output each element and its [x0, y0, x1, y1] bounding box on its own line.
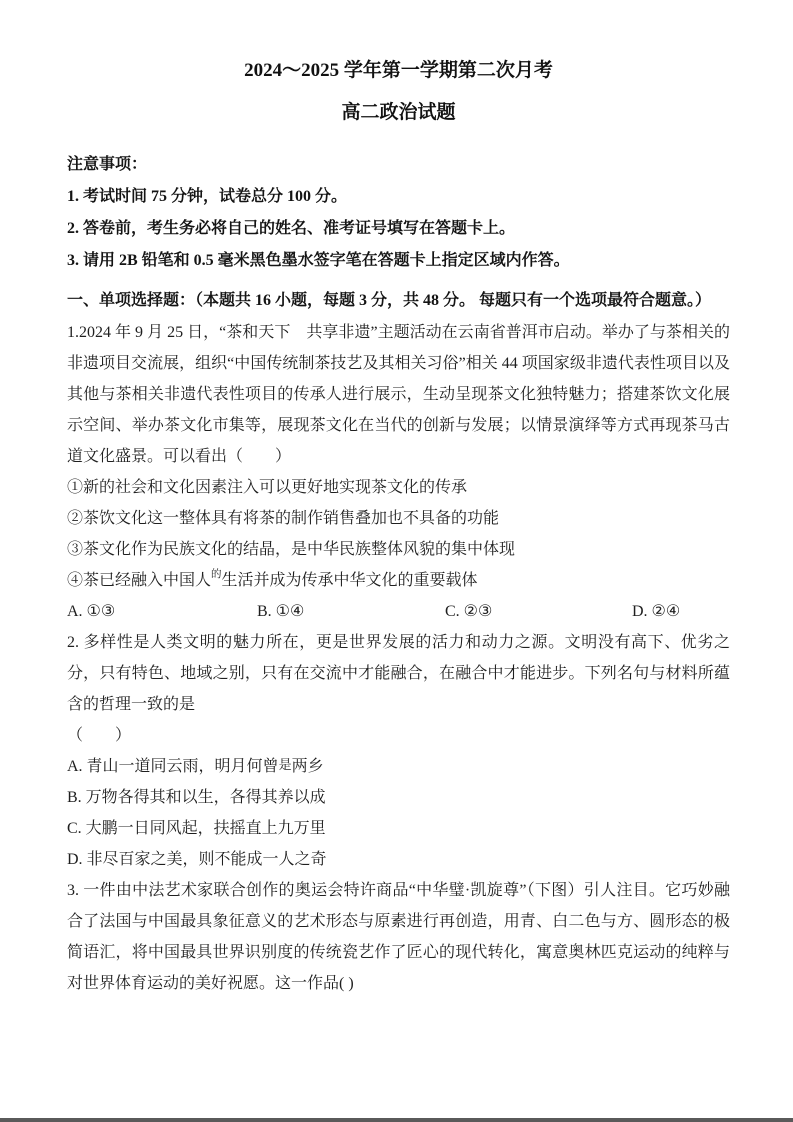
q2-choice-a-raised-char: 是 — [278, 757, 292, 772]
q2-choice-a — [67, 751, 730, 782]
q1-choice-b: B. ①④ — [257, 603, 305, 620]
question-2-stem: 2. 多样性是人类文明的魅力所在，更是世界发展的活力和动力之源。文明没有高下、优劣之分，只有特色、地域之别，只有在交流中才能融合，在融合中才能进步。下列名句与材料所蕴含的哲理一致的是 — [67, 634, 730, 713]
q1-choice-c: C. ②③ — [445, 603, 493, 620]
notice-heading: 注意事项： — [67, 156, 148, 173]
q1-statement-4 — [67, 565, 730, 596]
q1-choice-a: A. ①③ — [67, 603, 116, 620]
q1-statement-2: ②茶饮文化这一整体具有将茶的制作销售叠加也不具备的功能 — [67, 510, 500, 527]
q1-statement-1: ①新的社会和文化因素注入可以更好地实现茶文化的传承 — [67, 479, 468, 496]
q1-statement-3: ③茶文化作为民族文化的结晶，是中华民族整体风貌的集中体现 — [67, 541, 516, 558]
q2-choice-d: D. 非尽百家之美，则不能成一人之奇 — [67, 851, 327, 868]
q2-choice-a-prefix: A. 青山一道同云雨，明月何曾 — [67, 758, 279, 775]
q1-choice-d: D. ②④ — [632, 603, 681, 620]
notice-item-3: 3. 请用 2B 铅笔和 0.5 毫米黑色墨水签字笔在答题卡上指定区域内作答。 — [67, 252, 570, 269]
q1-choice-row — [67, 596, 730, 627]
q2-answer-paren: （ ） — [67, 727, 132, 744]
exam-subtitle: 高二政治试题 — [341, 102, 456, 123]
section-heading: 一、单项选择题：（本题共 16 小题，每题 3 分，共 48 分。 每题只有一个选项最符合题意。） — [67, 292, 712, 309]
q2-choice-a-suffix: 两乡 — [291, 758, 324, 775]
notice-item-2: 2. 答卷前，考生务必将自己的姓名、准考证号填写在答题卡上。 — [67, 220, 516, 237]
q1-statement-4-suffix: 生活并成为传承中华文化的重要载体 — [221, 572, 478, 589]
q2-choice-b: B. 万物各得其和以生，各得其养以成 — [67, 789, 326, 806]
window-bottom-edge — [0, 1118, 793, 1122]
question-3-stem: 3. 一件由中法艺术家联合创作的奥运会特许商品“中华璧·凯旋尊”（下图）引人注目。它巧妙融合了法国与中国最具象征意义的艺术形态与原素进行再创造，用青、白二色与方、圆形态的极简语汇，将中国最具世界识别度的传统瓷艺作了匠心的现代转化，寓意奥林匹克运动的纯粹与对世界体育运动的美好祝愿。这一作品( ) — [67, 882, 730, 992]
question-1-stem: 1.2024 年 9 月 25 日，“茶和天下 共享非遗”主题活动在云南省普洱市启动。举办了与茶相关的非遗项目交流展，组织“中国传统制茶技艺及其相关习俗”相关 44 项国家级非遗代表性项目以及其他与茶相关非遗代表性项目的传承人进行展示，生动呈现茶文化独特魅力；搭建茶饮文化展示空间、举办茶文化市集等，展现茶文化在当代的创新与发展；以情景演绎等方式再现茶马古道文化盛景。可以看出（ ） — [67, 324, 730, 465]
q1-statement-4-superscript: 的 — [211, 569, 222, 580]
exam-title: 2024～2025 学年第一学期第二次月考 — [244, 60, 553, 81]
q1-statement-4-prefix: ④茶已经融入中国人 — [67, 572, 212, 589]
q2-choice-c: C. 大鹏一日同风起，扶摇直上九万里 — [67, 820, 326, 837]
notice-item-1: 1. 考试时间 75 分钟，试卷总分 100 分。 — [67, 188, 348, 205]
